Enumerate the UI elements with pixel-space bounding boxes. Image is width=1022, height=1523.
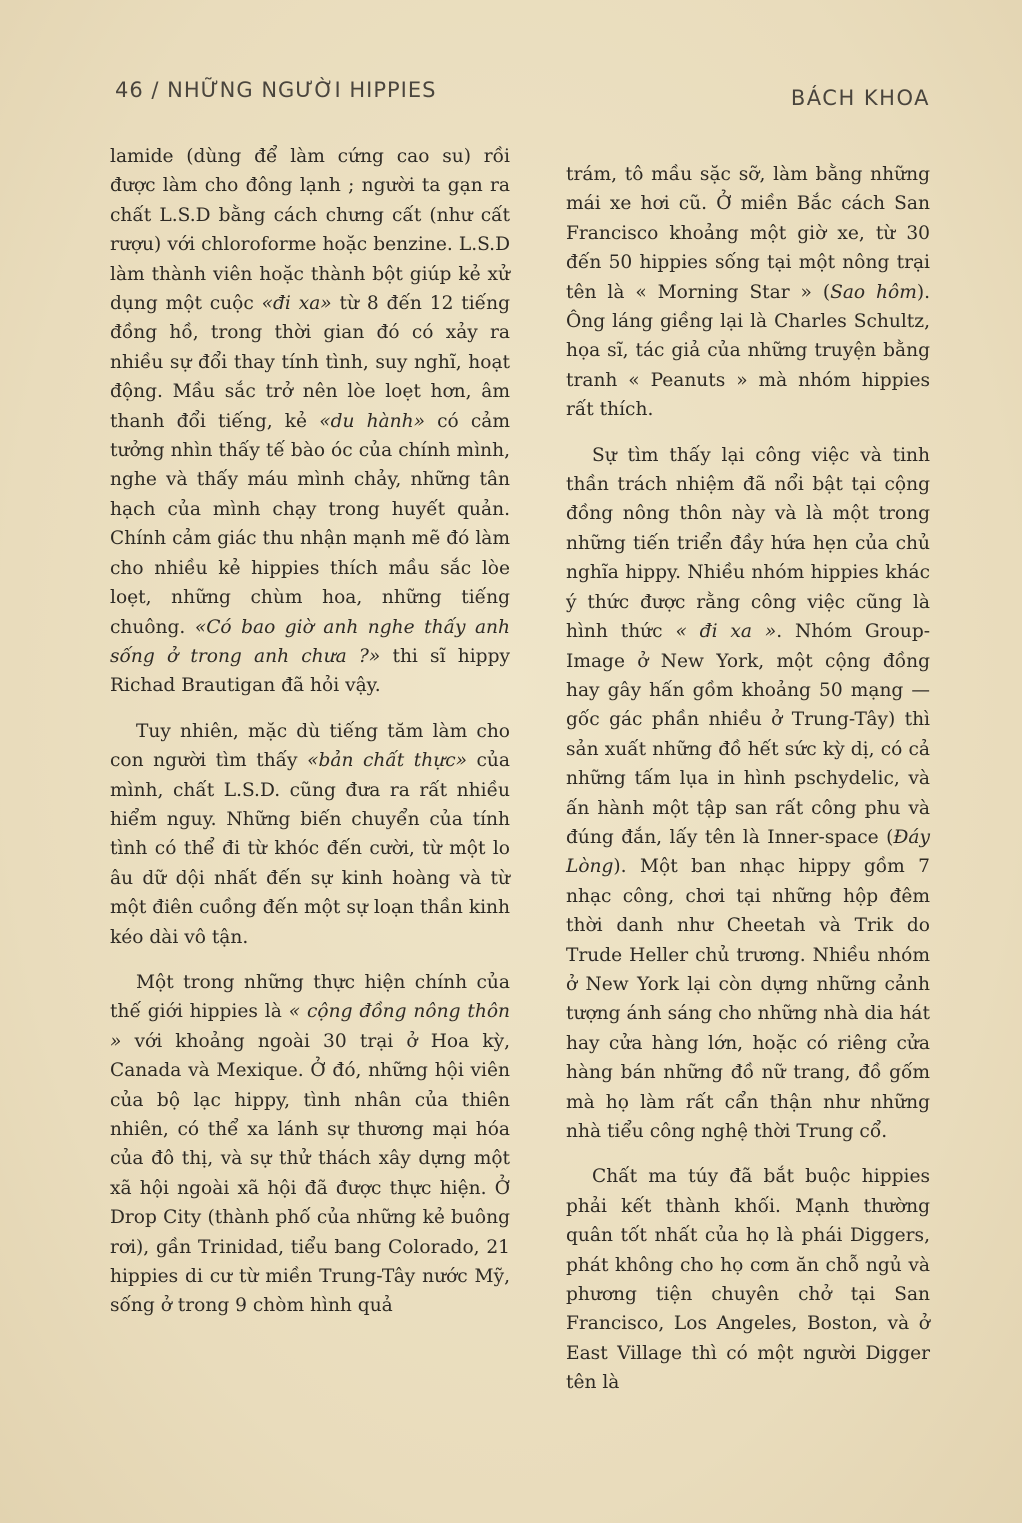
text-run: lamide (dùng để làm cứng cao su) rồi được làm cho đông lạnh ; người ta gạn ra chất L.S.D bằng cách chưng cất (như cất rượu) với chloroforme hoặc benzine. L.S.D làm thành viên hoặc thành bột giúp kẻ xử dụng một cuộc bbox=[110, 146, 510, 315]
text-run: của mình, chất L.S.D. cũng đưa ra rất nhiều hiểm nguy. Những biến chuyển của tính tình có thể đi từ khóc đến cười, từ một lo âu dữ dội nhất đến sự kinh hoàng và từ một điên cuồng đến một sự loạn thần kinh kéo dài vô tận. bbox=[110, 750, 510, 948]
text-run: ). Ông láng giềng lại là Charles Schultz, họa sĩ, tác giả của những truyện bằng tranh « Peanuts » mà nhóm hippies rất thích. bbox=[566, 281, 930, 421]
italic-run: Sao hôm bbox=[830, 281, 917, 303]
italic-run: «đi xa» bbox=[261, 293, 332, 315]
paragraph-rural-communities bbox=[110, 968, 510, 1321]
paragraph-work-responsibility bbox=[566, 441, 930, 1147]
italic-run: «du hành» bbox=[319, 410, 425, 432]
italic-run: «bản chất thực» bbox=[307, 750, 467, 772]
text-run: Chất ma túy đã bắt buộc hippies phải kết thành khối. Mạnh thường quân tốt nhất của họ là phái Diggers, phát không cho họ cơm ăn chỗ ngủ và phương tiện chuyên chở tại San Francisco, Los Angeles, Boston, và ở East Village thì có một người Digger tên là bbox=[566, 1166, 930, 1394]
italic-run: « đi xa » bbox=[675, 621, 777, 643]
italic-run: « cộng đồng nông thôn » bbox=[110, 1001, 510, 1052]
paragraph-morning-star bbox=[566, 160, 930, 425]
paragraph-dangers bbox=[110, 717, 510, 952]
italic-quote: «Có bao giờ anh nghe thấy anh sống ở trong anh chưa ?» bbox=[110, 616, 510, 667]
text-run: từ 8 đến 12 tiếng đồng hồ, trong thời gian đó có xảy ra nhiều sự đổi thay tính tình, suy nghĩ, hoạt động. Mầu sắc trở nên lòe loẹt hơn, âm thanh đổi tiếng, kẻ bbox=[110, 293, 510, 432]
text-run: ). Một ban nhạc hippy gồm 7 nhạc công, chơi tại những hộp đêm thời danh như Cheetah và Trik do Trude Heller chủ trương. Nhiều nhóm ở New York lại còn dựng những cảnh tượng ánh sáng cho những nhà dia hát hay cửa hàng lớn, hoặc có riêng cửa hàng bán những đồ nữ trang, đồ gốm mà họ làm rất cẩn thận như những nhà tiểu công nghệ thời Trung cổ. bbox=[566, 856, 930, 1142]
text-run: Sự tìm thấy lại công việc và tinh thần trách nhiệm đã nổi bật tại cộng đồng nông thôn này và là một trong những tiến triển đầy hứa hẹn của chủ nghĩa hippy. Nhiều nhóm hippies khác ý thức được rằng công việc cũng là hình thức bbox=[566, 444, 930, 643]
left-column bbox=[110, 142, 510, 1321]
paragraph-lsd-effects bbox=[110, 142, 510, 701]
paragraph-diggers bbox=[566, 1162, 930, 1397]
text-run: với khoảng ngoài 30 trại ở Hoa kỳ, Canada và Mexique. Ở đó, những hội viên của bộ lạc hippy, tình nhân của thiên nhiên, có thể xa lánh sự thương mại hóa của đô thị, và sự thử thách xây dựng một xã hội ngoài xã hội đã được thực hiện. Ở Drop City (thành phố của những kẻ buông rơi), gần Trinidad, tiểu bang Colorado, 21 hippies di cư từ miền Trung-Tây nước Mỹ, sống ở trong 9 chòm hình quả bbox=[110, 1030, 510, 1317]
right-column bbox=[566, 160, 930, 1398]
text-run: có cảm tưởng nhìn thấy tế bào óc của chính mình, nghe và thấy máu mình chảy, những tân hạch của mình chạy trong huyết quản. Chính cảm giác thu nhận mạnh mẽ đó làm cho nhiều kẻ hippies thích mầu sắc lòe loẹt, những chùm hoa, những tiếng chuông. bbox=[110, 410, 510, 638]
text-run: thi sĩ hippy Richad Brautigan đã hỏi vậy. bbox=[110, 645, 510, 697]
page-header bbox=[115, 78, 930, 110]
text-run: . Nhóm Group-Image ở New York, một cộng đồng hay gây hấn gồm khoảng 50 mạng — gốc gác phần nhiều ở Trung-Tây) thì sản xuất những đồ hết sức kỳ dị, có cả những tấm lụa in hình pschydelic, và ấn hành một tập san rất công phu và đúng đắn, lấy tên là Inner-space ( bbox=[566, 621, 931, 848]
page-number-and-article-title: 46 / NHỮNG NGƯỜI HIPPIES bbox=[115, 78, 437, 102]
text-run: trám, tô mầu sặc sỡ, làm bằng những mái xe hơi cũ. Ở miền Bắc cách San Francisco khoảng một giờ xe, từ 30 đến 50 hippies sống tại một nông trại tên là « Morning Star » ( bbox=[566, 164, 930, 303]
text-run: Một trong những thực hiện chính của thế giới hippies là bbox=[110, 971, 510, 1023]
magazine-name: BÁCH KHOA bbox=[790, 86, 930, 110]
text-run: Tuy nhiên, mặc dù tiếng tăm làm cho con người tìm thấy bbox=[110, 720, 510, 772]
italic-run: Đáy Lòng bbox=[566, 826, 930, 878]
